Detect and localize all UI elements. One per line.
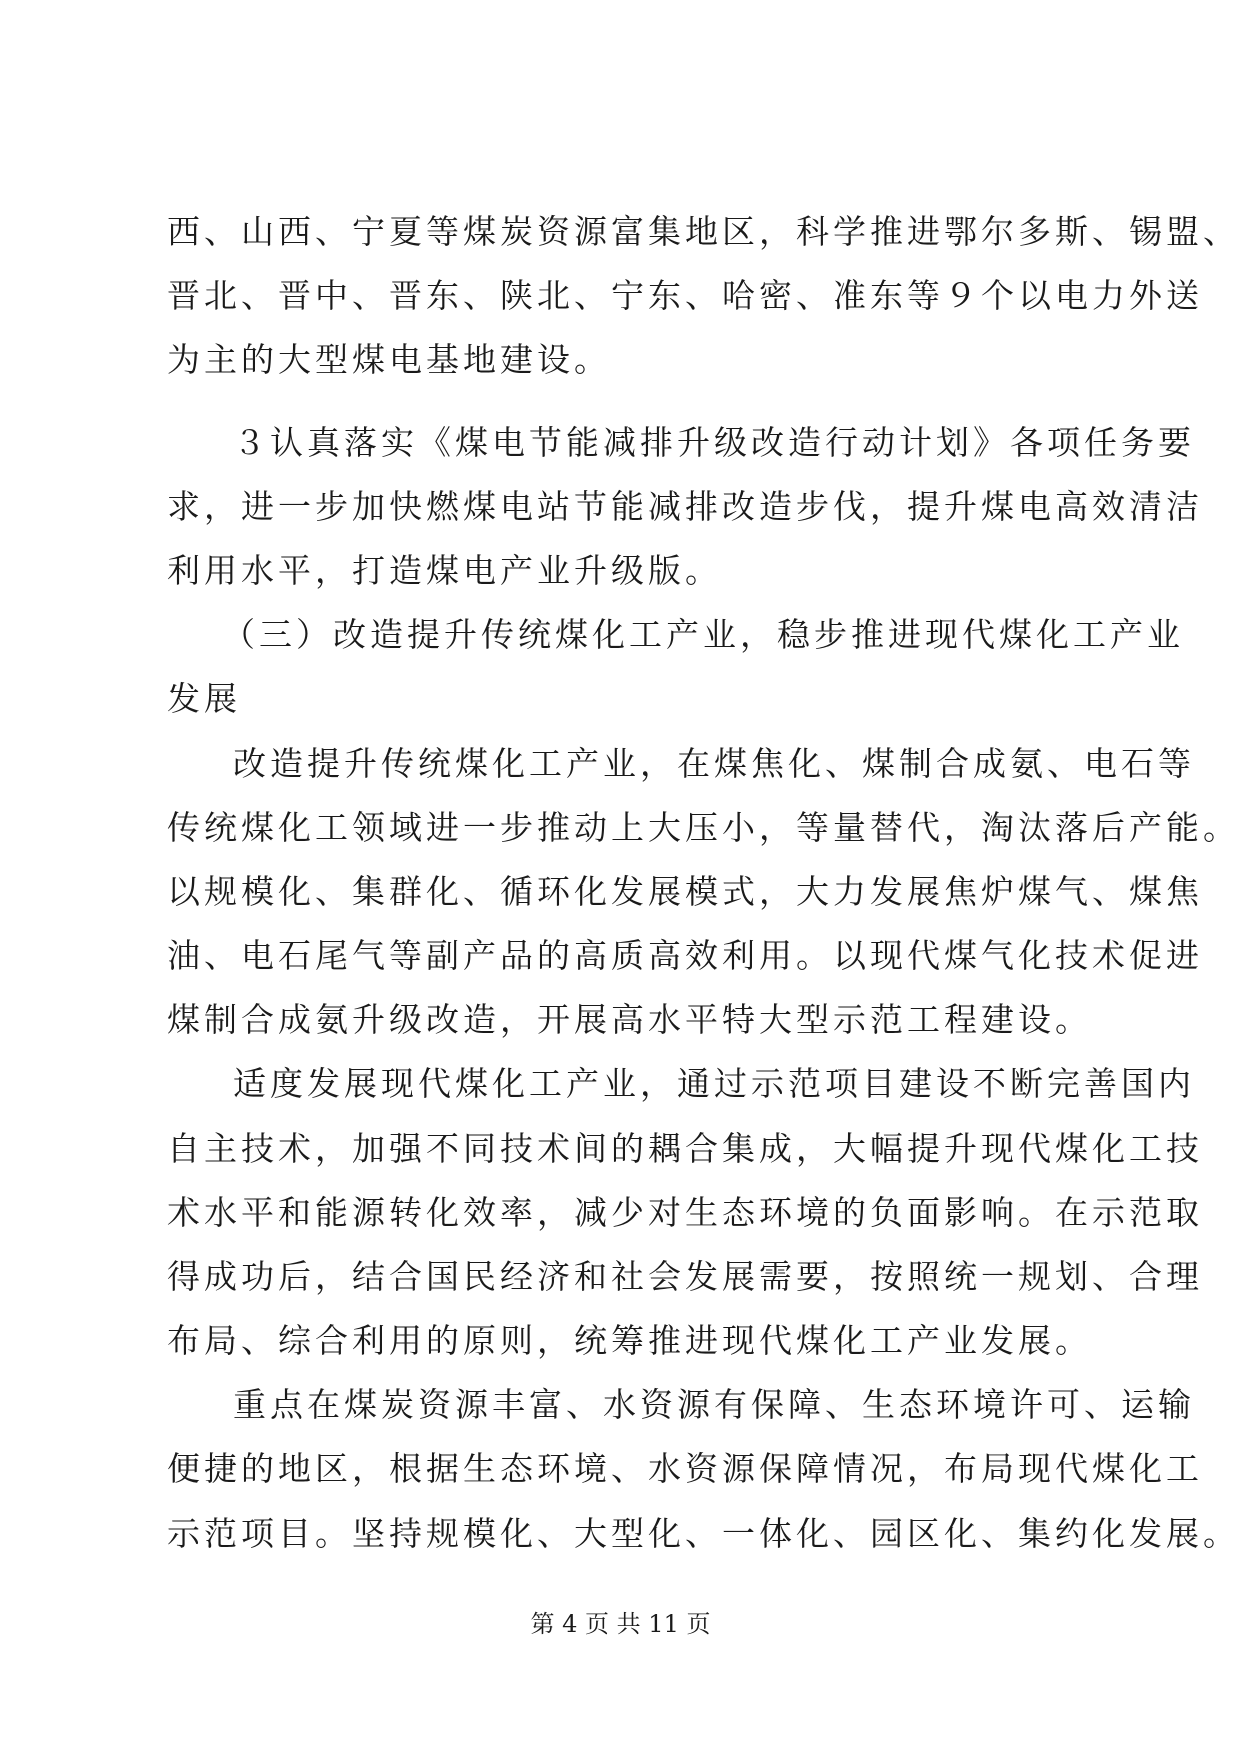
- text-line: 改造提升传统煤化工产业，在煤焦化、煤制合成氨、电石等: [233, 744, 1195, 783]
- text-line: 晋北、晋中、晋东、陕北、宁东、哈密、准东等９个以电力外送: [167, 276, 1203, 315]
- text-line: 以规模化、集群化、循环化发展模式，大力发展焦炉煤气、煤焦: [167, 872, 1203, 911]
- text-line: 得成功后，结合国民经济和社会发展需要，按照统一规划、合理: [167, 1257, 1203, 1296]
- text-line: 布局、综合利用的原则，统筹推进现代煤化工产业发展。: [167, 1321, 1092, 1360]
- text-line: 重点在煤炭资源丰富、水资源有保障、生态环境许可、运输: [233, 1385, 1195, 1424]
- text-line: 适度发展现代煤化工产业，通过示范项目建设不断完善国内: [233, 1064, 1195, 1103]
- text-line: 示范项目。坚持规模化、大型化、一体化、园区化、集约化发展。: [167, 1514, 1240, 1553]
- text-line: 求，进一步加快燃煤电站节能减排改造步伐，提升煤电高效清洁: [167, 487, 1203, 526]
- text-line: 西、山西、宁夏等煤炭资源富集地区，科学推进鄂尔多斯、锡盟、: [167, 212, 1240, 251]
- text-line: 传统煤化工领域进一步推动上大压小，等量替代，淘汰落后产能。: [167, 808, 1240, 847]
- section-heading-continued: 发展: [167, 679, 241, 718]
- text-line: 油、电石尾气等副产品的高质高效利用。以现代煤气化技术促进: [167, 936, 1203, 975]
- text-line: 为主的大型煤电基地建设。: [167, 340, 611, 379]
- text-line: 自主技术，加强不同技术间的耦合集成，大幅提升现代煤化工技: [167, 1129, 1203, 1168]
- text-line: ３认真落实《煤电节能减排升级改造行动计划》各项任务要: [233, 423, 1195, 462]
- text-line: 煤制合成氨升级改造，开展高水平特大型示范工程建设。: [167, 1000, 1092, 1039]
- page-number-footer: 第 4 页 共 11 页: [530, 1610, 711, 1638]
- text-line: 利用水平，打造煤电产业升级版。: [167, 551, 722, 590]
- text-line: 术水平和能源转化效率，减少对生态环境的负面影响。在示范取: [167, 1193, 1203, 1232]
- text-line: 便捷的地区，根据生态环境、水资源保障情况，布局现代煤化工: [167, 1449, 1203, 1488]
- section-heading: （三）改造提升传统煤化工产业，稳步推进现代煤化工产业: [222, 615, 1184, 654]
